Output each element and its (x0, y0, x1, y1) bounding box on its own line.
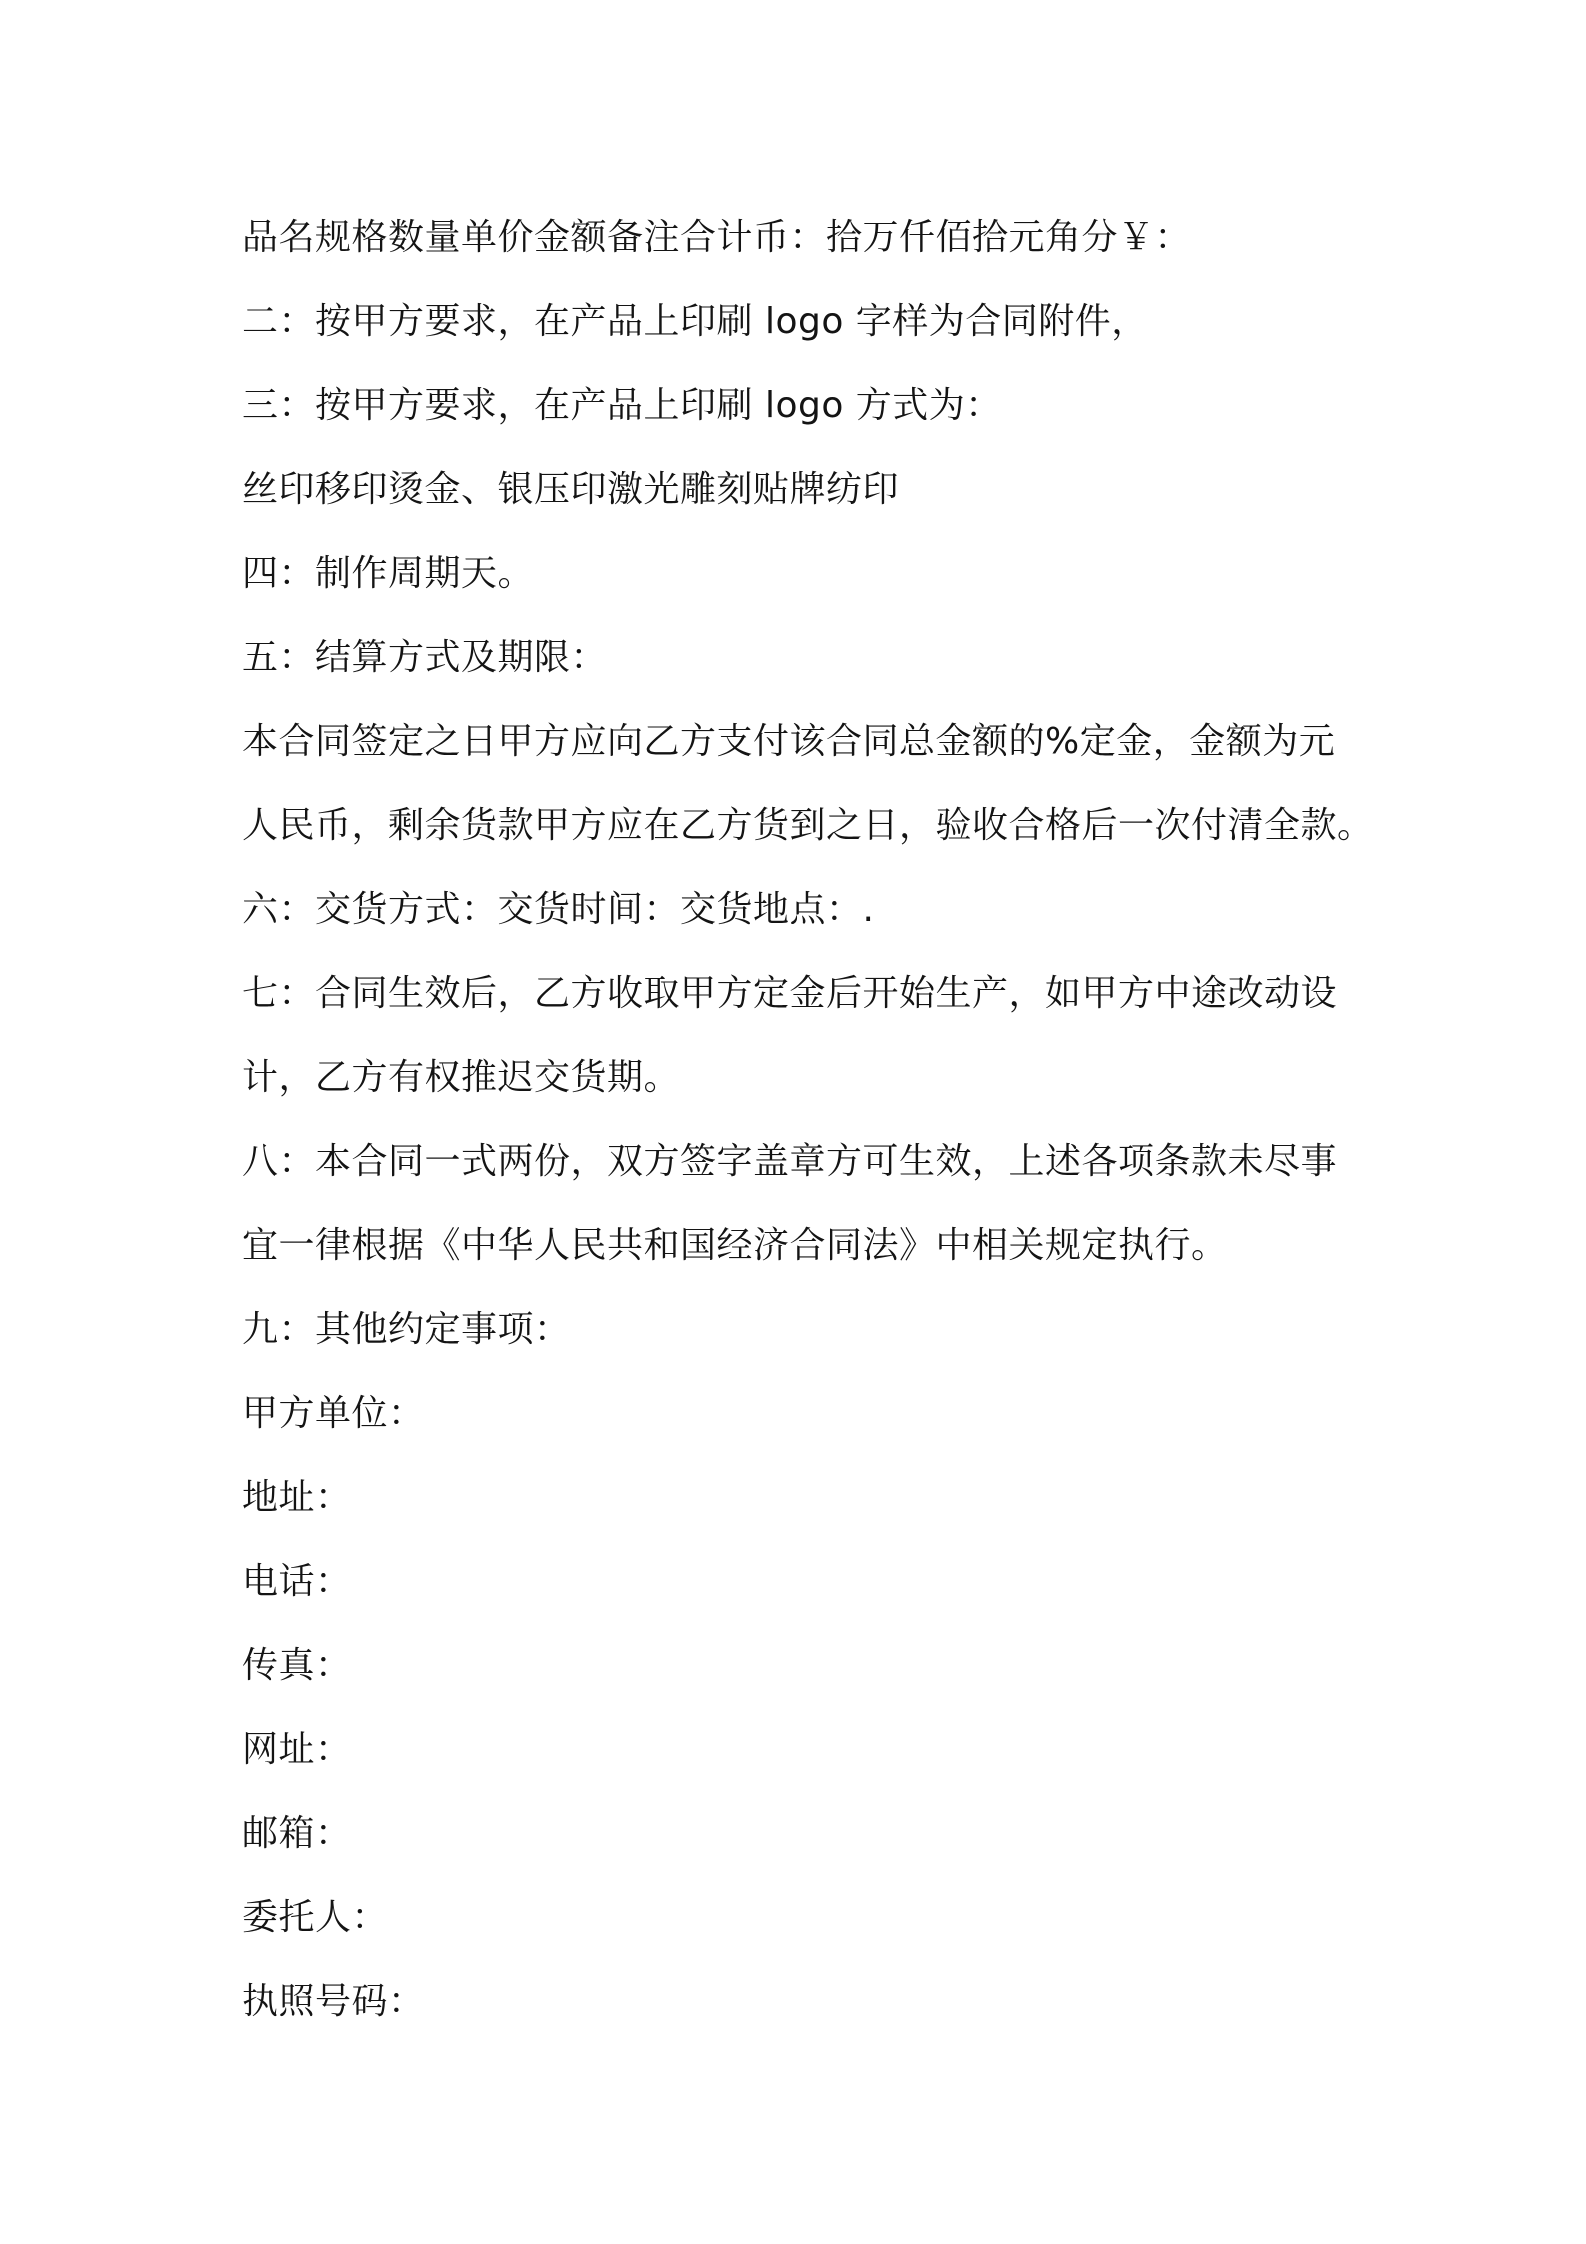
clause-5-settlement-heading: 五：结算方式及期限： (242, 637, 608, 678)
clause-8-text-1: 八：本合同一式两份，双方签字盖章方可生效，上述各项条款未尽事 (242, 1141, 1338, 1182)
product-table-header-line: 品名规格数量单价金额备注合计币：拾万仟佰拾元角分￥： (242, 217, 1192, 258)
license-number-label: 执照号码： (242, 1981, 425, 2022)
printing-methods-line: 丝印移印烫金、银压印激光雕刻贴牌纺印 (242, 469, 900, 510)
agent-label: 委托人： (242, 1897, 389, 1938)
clause-5-settlement-text-1: 本合同签定之日甲方应向乙方支付该合同总金额的%定金，金额为元 (242, 721, 1336, 762)
email-label: 邮箱： (242, 1813, 352, 1854)
phone-label: 电话： (242, 1561, 352, 1602)
clause-2-logo-text: 二：按甲方要求，在产品上印刷 logo 字样为合同附件， (242, 301, 1148, 342)
address-label: 地址： (242, 1477, 352, 1518)
fax-label: 传真： (242, 1645, 352, 1686)
clause-6-delivery: 六：交货方式：交货时间：交货地点：. (242, 889, 875, 930)
clause-3-logo-method: 三：按甲方要求，在产品上印刷 logo 方式为： (242, 385, 1002, 426)
clause-7-text-1: 七：合同生效后，乙方收取甲方定金后开始生产，如甲方中途改动设 (242, 973, 1338, 1014)
party-a-unit-label: 甲方单位： (242, 1393, 425, 1434)
clause-9-other-terms: 九：其他约定事项： (242, 1309, 571, 1350)
clause-5-settlement-text-2: 人民币，剩余货款甲方应在乙方货到之日，验收合格后一次付清全款。 (242, 805, 1374, 846)
clause-8-text-2: 宜一律根据《中华人民共和国经济合同法》中相关规定执行。 (242, 1225, 1228, 1266)
clause-4-production-period: 四：制作周期天。 (242, 553, 535, 594)
contract-body (242, 196, 1374, 2044)
website-label: 网址： (242, 1729, 352, 1770)
clause-7-text-2: 计，乙方有权推迟交货期。 (242, 1057, 681, 1098)
